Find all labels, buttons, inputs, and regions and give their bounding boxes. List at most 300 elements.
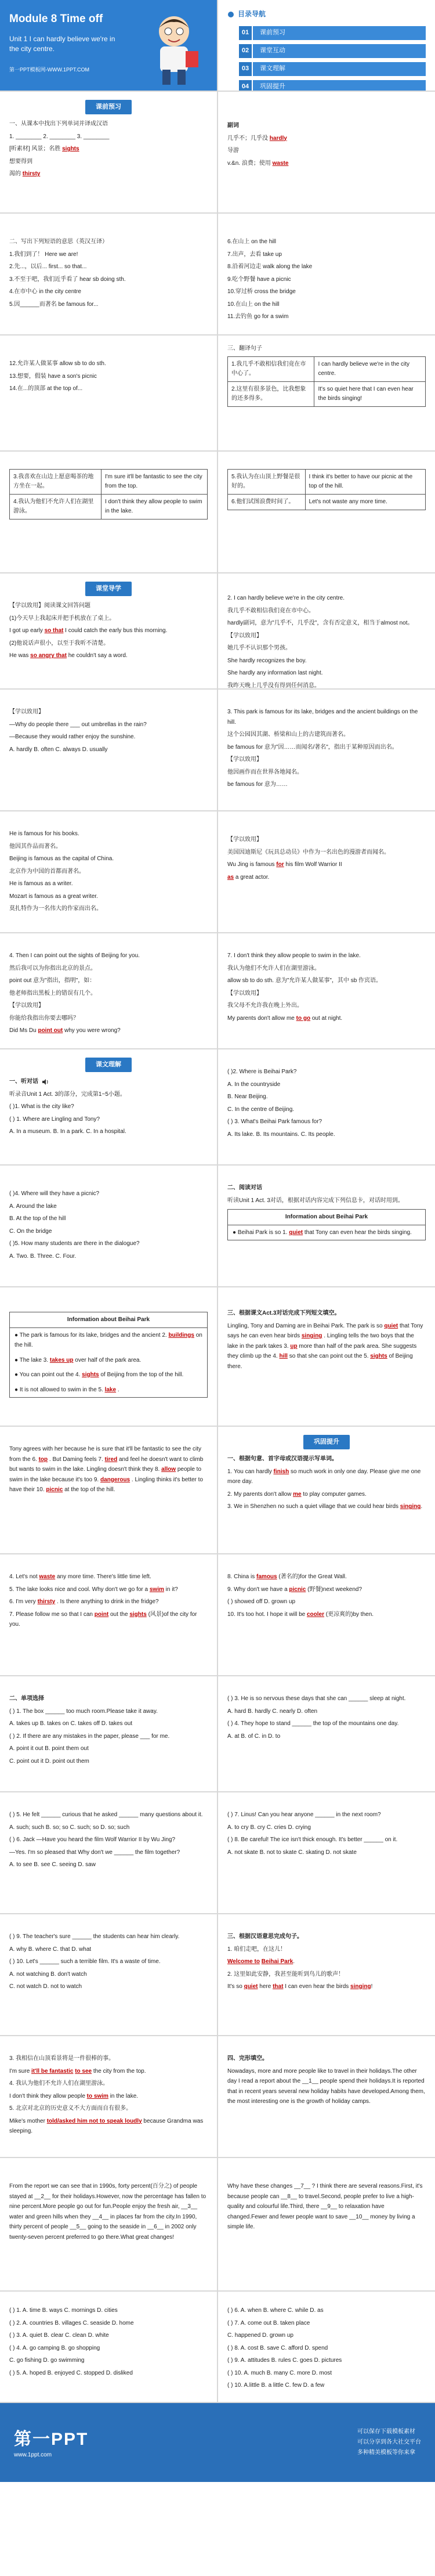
example-en [227, 1013, 426, 1024]
info-card [9, 1312, 208, 1398]
slide-choice-5 [0, 1914, 217, 2035]
nav-item-interaction[interactable] [239, 44, 426, 58]
point-note: allow sb to do sth. 意为"允许某人做某事"，其中 sb 作宾语。 [227, 977, 382, 984]
answer: tired [104, 1456, 118, 1463]
answer: to see [75, 2068, 92, 2074]
nav-num: 02 [239, 44, 252, 58]
option: B. At the top of the hill [9, 1215, 66, 1222]
instruction: 一、根据句意、首字母或汉语提示写单词。 [227, 1456, 338, 1463]
example-en: She hardly any information last night. [227, 670, 323, 676]
row-4 [0, 335, 435, 452]
text: . [117, 1386, 119, 1393]
phrase: 6.在山上 on the hill [227, 239, 276, 245]
text: a great actor. [235, 874, 270, 881]
row-16 [0, 1792, 435, 1914]
info-card-item: ● It is not allowed to swim in the 5. lake . [14, 1386, 119, 1393]
table-row [228, 495, 426, 510]
answer: sights [370, 1353, 387, 1359]
footer-info [357, 2427, 421, 2458]
example-en: Beijing is famous as the capital of China. [9, 856, 114, 862]
point-cn: 我认为他们不允许人们在湖里游泳。 [227, 965, 320, 972]
sentence-cn: 1. 咱们走吧，在这儿！ [227, 1946, 287, 1953]
answer: cooler [307, 1611, 325, 1618]
info-card-item: ● The park is famous for its lake, bridges and the ancient 2. buildings on the hill. [14, 1332, 202, 1348]
answer: waste [272, 160, 289, 167]
options: ( ) 10. A. much B. many C. more D. most [227, 2369, 332, 2376]
text: at the top of the hill. [64, 1487, 115, 1493]
exercise [9, 2066, 208, 2077]
sentence-cn: 5. 北京对北京的历史意义不大方面而自有很多。 [9, 2105, 132, 2112]
answer: singing [350, 1983, 371, 1990]
text: more than half of the park area. She suggests they climb up the 4. [227, 1343, 417, 1359]
text: . Is there anything to drink in the fridge? [56, 1599, 159, 1605]
row-9 [0, 933, 435, 1049]
vocab-line [9, 144, 208, 154]
slide-cloze-intro [217, 2036, 435, 2157]
vocab-text: 几乎不；几乎没 [227, 135, 268, 142]
tip: 【学以致用】 [227, 836, 262, 843]
row-14 [0, 1554, 435, 1676]
example-cn: 他因画作而在世界各地闻名。 [227, 769, 303, 775]
instruction: 三、根据课文Act.3对话完成下列短文填空。 [227, 1310, 340, 1316]
options: A. at B. of C. in D. to [227, 1733, 281, 1740]
text: and feel he doesn't want to climb but wants to swim in the lake. Lingling doesn't think they 8. [9, 1456, 204, 1473]
instruction: 二、单项选择 [9, 1695, 44, 1702]
option: B. Near Beijing. [227, 1094, 268, 1100]
answer: Beihai Park [261, 1958, 293, 1965]
option: C. On the bridge [9, 1228, 52, 1235]
text: 10. It's too hot. I hope it will be [227, 1611, 306, 1618]
answer: takes up [49, 1356, 74, 1363]
text: out at night. [311, 1015, 343, 1022]
text: 6. I'm very [9, 1599, 36, 1605]
answer: singing [301, 1333, 322, 1339]
slide-cloze-passage2 [217, 2158, 435, 2290]
vocab-text: [听素材] 风景；名胜 [9, 146, 61, 153]
text: He was [9, 652, 29, 659]
passage: From the report we can see that in 1990s, forty percent(百分之) of people stayed at __2__ for their holidays.However, now the percentage has fallen to nine percent.More people go out for fun.People enjoy the fresh air, __3__ water and green hills when they __4__ in places far from the city.In 1990, thirty percent of people __5__ going to the seaside in __6__ in 2002 only twenty-seven percent preferred to go there.What great changes! [9, 2183, 206, 2241]
text: on the hill. [14, 1332, 202, 1348]
row-15 [0, 1676, 435, 1792]
row-5 [0, 452, 435, 573]
table-cell: 5.我认为在山顶上野餐是很好的。 [228, 470, 306, 495]
slide-cloze-options1 [0, 2292, 217, 2402]
cover-site: 第一PPT模板网-WWW.1PPT.COM [9, 66, 89, 73]
point-title: 4. Then I can point out the sights of Beijing for you. [9, 953, 140, 959]
answer: thirsty [22, 171, 41, 178]
question: ( ) 5. He felt ______ curious that he asked ______ many questions about it. [9, 1812, 203, 1818]
text: 2. My parents don't allow [227, 1491, 292, 1498]
text: 1. You can hardly [227, 1468, 272, 1475]
text: any more time. There's little time left. [56, 1574, 151, 1580]
answer: for [276, 861, 284, 868]
text: 8. China is [227, 1574, 255, 1580]
row-cover [0, 0, 435, 92]
example-cn: 他老师指出黑板上的错误有几个。 [9, 990, 96, 997]
vocab-text: 导游 [227, 147, 239, 154]
options: A. to see B. see C. seeing D. saw [9, 1861, 96, 1868]
answer: finish [273, 1468, 289, 1475]
answer: to swim [86, 2092, 108, 2099]
text: . [293, 1958, 295, 1965]
section-header: 课文理解 [85, 1058, 132, 1072]
options: C. go fishing D. go swimming [9, 2357, 85, 2364]
text: 4. Let's not [9, 1574, 38, 1580]
question: ( ) 9. The teacher's sure ______ the students can hear him clearly. [9, 1933, 180, 1940]
question: ( ) 3. What's Beihai Park famous for? [227, 1119, 322, 1125]
example-en: He is famous for his books. [9, 831, 79, 837]
sentence-cn: 3. 我相信在山顶看景将是一件很棒的事。 [9, 2055, 115, 2062]
slide-guide-left [0, 573, 217, 688]
example-cn: 他因其作品而著名。 [9, 843, 61, 850]
footer-line: 可以保存下载模板素材 [357, 2429, 415, 2435]
translate-table [227, 469, 426, 510]
text: 3. We in Shenzhen no such a quiet village that we could hear birds [227, 1503, 398, 1510]
info-card [227, 1209, 426, 1240]
option: C. In the centre of Beijing. [227, 1106, 295, 1113]
nav-title [227, 8, 426, 20]
text: You can point out the 4. [19, 1372, 81, 1378]
slide-info-card [0, 1287, 217, 1426]
text: that Tony can even hear the birds singing. [304, 1229, 412, 1236]
answer: buildings [168, 1332, 194, 1338]
slide-choice-2 [217, 1676, 435, 1791]
cover-panel [0, 0, 217, 91]
options: ( ) 2. A. countries B. villages C. seaside D. home [9, 2319, 134, 2326]
text: Tony agrees with her because he is sure that it'll be fantastic to see the city from the 6. [9, 1446, 201, 1463]
slide-famous-for [217, 690, 435, 810]
section-header: 课堂导学 [85, 582, 132, 596]
answer: lake [104, 1386, 117, 1393]
answer: picnic [46, 1487, 63, 1493]
instruction: 四、完形填空。 [227, 2055, 268, 2062]
text: The park is famous for its lake, bridges and the ancient 2. [19, 1332, 167, 1338]
slide-review-words [217, 1427, 435, 1553]
question: —Because they would rather enjoy the sunshine. [9, 734, 136, 740]
table-cell: I don't think they allow people to swim in the lake. [101, 495, 207, 519]
vocab-text: 想要得到 [9, 158, 32, 165]
text: because Grandma was sleeping. [9, 2117, 204, 2134]
text: I got up early [9, 627, 43, 634]
options: C. happened D. grown up [227, 2332, 293, 2339]
info-card-item: ● The lake 3. takes up over half of the park area. [14, 1356, 142, 1363]
text: people to swim in the lake because it's too 9. [9, 1466, 202, 1483]
sentence-cn: 4. 我认为他们不允许人们在湖里游泳。 [9, 2080, 109, 2087]
example-en [227, 872, 426, 883]
tip: 【学以致用】阅读课文回答问题 [9, 602, 90, 609]
instruction: 二、写出下列短语的意思（英汉互译） [9, 239, 108, 245]
slide-complete-sentences [217, 1914, 435, 2035]
text: . [420, 1503, 423, 1510]
example-en [9, 626, 208, 636]
text: 5. The lake looks nice and cool. Why don't we go for a [9, 1586, 148, 1593]
question: ( ) 2. If there are any mistakes in the paper, please ___ for me. [9, 1733, 170, 1740]
nav-item-text[interactable] [239, 62, 426, 76]
text: of Beijing from the top of the hill. [100, 1372, 184, 1378]
table-cell: 1.我几乎不敢相信我们竟在市中心了。 [228, 356, 314, 381]
answer: to go [296, 1015, 311, 1022]
exercise [227, 1489, 426, 1500]
speaker-icon[interactable] [42, 1079, 49, 1085]
options: A. not watching B. don't watch [9, 1971, 87, 1978]
question: ( )1. What is the city like? [9, 1103, 74, 1110]
slide-translate2-left [0, 452, 217, 572]
point-title: 7. I don't think they allow people to swim in the lake. [227, 953, 361, 959]
exercise [227, 1502, 426, 1512]
info-card-item: ● You can point out the 4. sights of Beijing from the top of the hill. [14, 1372, 184, 1378]
exercise [9, 1585, 208, 1595]
table-cell: 2.这里有很多景色，比我想象的还多得多。 [228, 381, 314, 406]
text: of Beijing there. [227, 1353, 413, 1370]
slide-complete-sentences2 [0, 2036, 217, 2157]
text: here [259, 1983, 271, 1990]
instruction: 听录音Unit 1 Act. 3的部分，完成第1~5小题。 [9, 1091, 126, 1098]
slide-summary2 [0, 1427, 217, 1553]
table-cell: 4.我认为他们不允许人们在湖里游泳。 [10, 495, 102, 519]
slide-review-words3 [217, 1554, 435, 1675]
answer: quiet [244, 1983, 258, 1990]
text: . Lingling tells the two boys that the lake in the park takes 3. [227, 1333, 414, 1350]
exercise [9, 1572, 208, 1582]
answer: sights [62, 146, 79, 153]
answer: singing [400, 1503, 421, 1510]
text: Wu Jing is famous [227, 861, 275, 868]
section-header: 课前预习 [85, 100, 132, 114]
options: A. such; such B. so; so C. such; so D. so; such [9, 1824, 130, 1831]
example-cn: 莫扎特作为一名伟大的作家而出名。 [9, 905, 102, 912]
table-cell: 3.我喜欢在山边上愿意喝茶的地方坐在一起。 [10, 470, 102, 495]
row-13 [0, 1427, 435, 1554]
answer: point out [38, 1027, 63, 1034]
text: 9. Why don't we have a [227, 1586, 288, 1593]
slide-reading [217, 1166, 435, 1286]
answer: hill [279, 1353, 288, 1359]
vocab-line [227, 158, 426, 169]
slide-choice-4 [217, 1792, 435, 1913]
example-en [227, 860, 426, 870]
text: 一、听对话 [9, 1078, 38, 1085]
answer: so that [44, 627, 64, 634]
exercise [227, 1467, 426, 1487]
row-3 [0, 214, 435, 335]
options: ( ) 1. A. time B. ways C. mornings D. cities [9, 2307, 118, 2314]
question: —Why do people there ___ out umbrellas in the rain? [9, 721, 147, 728]
slide-phrases2-left [0, 335, 217, 450]
answer: me [293, 1491, 302, 1498]
options: A. hard B. hardly C. nearly D. often [227, 1708, 318, 1715]
text: the city from the top. [93, 2068, 146, 2074]
answer: swim [149, 1586, 164, 1593]
options: ( ) 8. A. cost B. save C. afford D. spend [227, 2344, 328, 2351]
vocab-text: v.&n. 浪费；使用 [227, 160, 271, 167]
question: ( ) 8. Be careful! The ice isn't thick enough. It's better ______ on it. [227, 1837, 398, 1843]
vocab-text: 渴的 [9, 171, 21, 178]
text: It's so [227, 1983, 242, 1990]
unit-title: Unit 1 I can hardly believe we're in the city centre. [9, 35, 115, 53]
example-cn: 北京作为中国的首都而著名。 [9, 868, 85, 875]
slide-listening-right [217, 1049, 435, 1164]
answer: allow [161, 1466, 176, 1473]
text: that Tony says he can even hear birds [227, 1322, 423, 1339]
text: (风景)of the city for you. [9, 1611, 197, 1628]
instruction: 三、翻译句子 [227, 345, 262, 352]
info-card-title: Information about Beihai Park [10, 1312, 207, 1328]
slide-famous-as [0, 811, 217, 932]
tip: 【学以致用】 [227, 632, 262, 639]
example-en: He is famous as a writer. [9, 881, 73, 887]
text: why you were wrong? [64, 1027, 121, 1034]
instruction: 二、阅读对话 [227, 1185, 262, 1191]
text: so much work in only one day. Please give me one more day. [227, 1468, 421, 1485]
text: his film Wolf Warrior [285, 861, 338, 868]
question: ( ) 1. Where are Lingling and Tony? [9, 1116, 100, 1123]
question: ( )5. How many students are there in the dialogue? [9, 1240, 140, 1247]
slide-allow [217, 933, 435, 1048]
example-en [9, 651, 208, 661]
text: II [339, 861, 342, 868]
point-cn: 这个公园因其湖、桥梁和山上的古建筑而著名。 [227, 731, 349, 738]
text: It is not allowed to swim in the 5. [19, 1386, 103, 1393]
exercise [9, 1610, 208, 1630]
tip: 【学以致用】 [227, 990, 262, 997]
text: (野餐)next weekend? [307, 1586, 362, 1593]
options: C. not watch D. not to watch [9, 1983, 82, 1990]
options: A. Its lake. B. Its mountains. C. Its people. [227, 1131, 335, 1138]
answer: waste [39, 1574, 56, 1580]
options: A. Two. B. Three. C. Four. [9, 1253, 77, 1260]
slide-phrases-left [0, 214, 217, 334]
text: 7. Please follow me so that I can [9, 1611, 93, 1618]
tip: 【学以致用】 [9, 1002, 44, 1009]
blank-line: 1. ________ 2. ________ 3. ________ [9, 133, 110, 140]
phrase: 2.先...，以后... first... so that... [9, 264, 87, 270]
passage: Nowadays, more and more people like to travel in their holidays.The other day I read a report about the __1__ people spend their holidays.It is reported that in recent years several new holiday habits have developed.Among them, the most interesting one is the growth of holiday camps. [227, 2068, 425, 2105]
text: The lake 3. [19, 1356, 49, 1363]
exercise [9, 2091, 208, 2102]
answer: dangerous [100, 1476, 130, 1483]
instruction: 三、根据汉语意思完成句子。 [227, 1933, 303, 1940]
slide-vocab-right [217, 92, 435, 212]
logo-text: 第一PPT [14, 2430, 89, 2449]
text: he couldn't say a word. [68, 652, 128, 659]
footer-logo[interactable] [14, 2425, 88, 2460]
phrase: 7.出声，去看 take up [227, 251, 282, 258]
phrase: 10.穿过桥 cross the bridge [227, 288, 296, 295]
nav-label: 课文理解 [253, 62, 426, 76]
options: A. why B. where C. that D. what [9, 1946, 92, 1953]
nav-title-text: 目录导航 [238, 10, 266, 18]
text: ! [371, 1983, 373, 1990]
slide-listening-left [0, 1049, 217, 1164]
options: ( ) 5. A. hoped B. enjoyed C. stopped D. disliked [9, 2369, 133, 2376]
answer: hardly [269, 135, 287, 142]
instruction: 听读Unit 1 Act. 3对话，根据对话内容完成下列信息卡，对话时用到。 [227, 1197, 404, 1204]
answer: top [38, 1456, 48, 1463]
summary-text [9, 1444, 208, 1495]
slide-listening2 [0, 1166, 217, 1286]
options: A. In a museum. B. In a park. C. In a hospital. [9, 1128, 126, 1135]
slide-translate2-right [217, 452, 435, 572]
options: ( ) 10. A.little B. a little C. few D. a few [227, 2382, 325, 2389]
instruction: 一、从课本中找出下列单词并译成汉语 [9, 121, 108, 128]
answer: picnic [289, 1586, 306, 1593]
nav-marker-icon [227, 11, 234, 18]
table-cell: I think it's better to have our picnic at the top of the hill. [305, 470, 425, 495]
slide-hardly-quiz [0, 690, 217, 810]
slide-review-words2 [0, 1554, 217, 1675]
question: ( ) 10. Let's ______ such a terrible film. It's a waste of time. [9, 1958, 161, 1965]
table-row [10, 495, 208, 519]
question: ( ) 4. They hope to stand ______ the top of the mountains one day. [227, 1720, 399, 1727]
slide-choice-1 [0, 1676, 217, 1791]
example-cn: 我昨天晚上几乎没有得到任何消息。 [227, 682, 320, 688]
phrase: 3.不至于吧，我们近乎看了 hear sb doing sth. [9, 276, 126, 283]
answer: so angry that [30, 652, 67, 659]
example-cn: 美国因迪斯尼《玩具总动员》中作为一名出色的漫游者而闻名。 [227, 849, 390, 856]
row-6 [0, 573, 435, 690]
example-en: Mozart is famous as a great writer. [9, 893, 98, 900]
question: ( ) 7. Linus! Can you hear anyone ______ in the next room? [227, 1812, 381, 1818]
answer: it'll be fantastic [31, 2068, 74, 2074]
text: My parents don't allow me [227, 1015, 295, 1022]
table-row [228, 470, 426, 495]
answer: as [227, 874, 234, 881]
slide-guide-right [217, 573, 435, 688]
text: I can even hear the birds [285, 1983, 349, 1990]
options: A. point it out B. point them out [9, 1745, 89, 1752]
text: I'm sure [9, 2068, 30, 2074]
text: Did Ms Du [9, 1027, 37, 1034]
table-row [228, 356, 426, 381]
options: ( ) 3. A. quiet B. clear C. clean D. white [9, 2332, 109, 2339]
example-cn: 她几乎不认识那个男孩。 [227, 645, 291, 651]
text: . Lingling thinks it's better to have their 10. [9, 1476, 203, 1493]
exercise [227, 1982, 426, 1992]
nav-item-review[interactable] [239, 80, 426, 91]
listening-title [9, 1077, 208, 1087]
nav-num: 01 [239, 26, 252, 40]
row-20 [0, 2292, 435, 2403]
table-cell: Let's not waste any more time. [305, 495, 425, 510]
exercise [9, 1597, 208, 1607]
question: —Yes. I'm so pleased that Why don't we ______ the film together? [9, 1849, 180, 1856]
info-card-item: ● Beihai Park is so 1. quiet that Tony can even hear the birds singing. [233, 1229, 412, 1236]
options: ( ) 9. A. attitudes B. rules C. goes D. pictures [227, 2357, 342, 2364]
point-note: point out 意为"指出，指明"，如： [9, 977, 96, 984]
student-mascot-icon [139, 8, 209, 89]
phrase: 14.在...的顶部 at the top of... [9, 385, 83, 392]
point-note: be famous for 意为…… [227, 781, 288, 788]
answer: quiet [384, 1322, 398, 1329]
row-17 [0, 1914, 435, 2036]
table-row [10, 470, 208, 495]
text: Mike's mother [9, 2117, 45, 2124]
answer: quiet [289, 1229, 303, 1236]
exercise [227, 1585, 426, 1595]
table-cell: I'm sure it'll be fantastic to see the city from the top. [101, 470, 207, 495]
nav-item-preview[interactable] [239, 26, 426, 40]
text: I don't think they allow people [9, 2092, 85, 2099]
phrase: 1.我们到了！ Here we are! [9, 251, 78, 258]
table-row [228, 381, 426, 406]
footer-banner [0, 2403, 435, 2482]
exercise [227, 1957, 426, 1967]
phrase: 4.在市中心 in the city centre [9, 288, 81, 295]
tip: 【学以致用】 [9, 709, 44, 715]
text: ( ) showed off D. grown up [227, 1599, 296, 1605]
row-12 [0, 1287, 435, 1427]
example-cn: 你能给我指出你要去哪吗？ [9, 1015, 79, 1022]
